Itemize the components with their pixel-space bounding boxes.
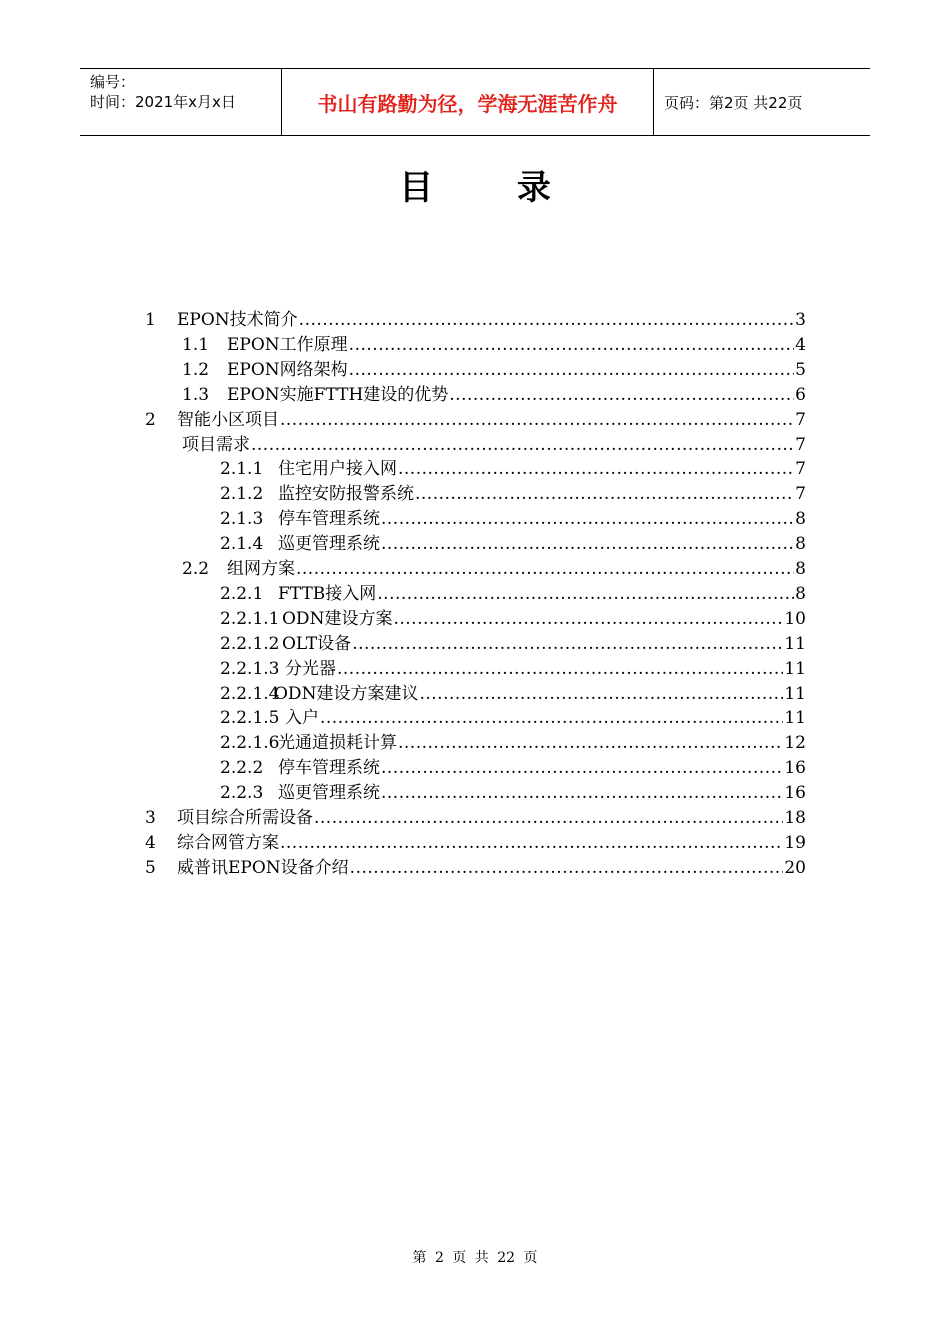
toc-entry[interactable] (182, 433, 806, 458)
toc-entry-title: 停车管理系统 (278, 758, 380, 779)
header-meta (80, 69, 282, 135)
toc-entry-title: OLT设备 (282, 633, 352, 654)
page-footer: 第 2 页 共 22 页 (412, 1250, 538, 1266)
toc-entry-title: EPON工作原理 (227, 334, 348, 355)
toc-entry-number: 1.2 (182, 359, 210, 380)
toc-entry[interactable] (220, 632, 806, 657)
toc-leader-dots (349, 358, 795, 383)
toc-leader-dots (381, 507, 794, 532)
toc-entry[interactable] (220, 706, 806, 731)
toc-entry-page: 10 (784, 608, 806, 629)
toc-entry-number: 2.2.1.5 (220, 708, 280, 729)
toc-entry-title: 组网方案 (227, 559, 295, 579)
toc-entry[interactable] (145, 806, 806, 831)
header-date: 时间：2021年x月x日 (90, 93, 236, 111)
header-page-info: 页码：第2页 共22页 (664, 93, 803, 112)
toc-entry[interactable] (145, 856, 806, 881)
toc-entry-number: 1.3 (182, 384, 210, 405)
toc-entry-number: 2.2.1.1 (220, 608, 280, 629)
toc-entry-number: 1.1 (182, 334, 210, 355)
toc-leader-dots (349, 333, 795, 358)
toc-entry-page: 11 (784, 633, 806, 654)
toc-entry-title: ODN建设方案建议 (274, 683, 419, 704)
toc-entry-page: 7 (795, 434, 806, 455)
toc-leader-dots (398, 731, 783, 756)
toc-entry-page: 19 (784, 832, 806, 853)
toc-entry-title: 项目需求 (182, 434, 250, 455)
toc-entry-title: 入户 (285, 708, 319, 729)
toc-entry-number: 2.2.1 (220, 583, 264, 604)
toc-entry-number: 2.2.1.6 (220, 733, 280, 754)
toc-entry-page: 11 (784, 658, 806, 679)
toc-entry-page: 3 (795, 310, 806, 330)
toc-entry-page: 16 (784, 783, 806, 804)
header-motto: 书山有路勤为径，学海无涯苦作舟 (317, 91, 618, 116)
toc-entry-number: 2.2 (182, 559, 210, 579)
toc-entry[interactable] (182, 557, 806, 582)
toc-leader-dots (377, 582, 794, 607)
toc-entry-page: 7 (795, 484, 806, 505)
toc-entry-title: 分光器 (285, 658, 336, 679)
toc-entry-title: EPON网络架构 (227, 359, 348, 380)
toc-entry[interactable] (220, 731, 806, 756)
toc-leader-dots (350, 856, 784, 881)
toc-entry[interactable] (182, 383, 806, 408)
toc-entry-page: 8 (795, 534, 806, 555)
toc-leader-dots (381, 781, 783, 806)
toc-entry-page: 11 (784, 683, 806, 704)
toc-entry-title: 项目综合所需设备 (177, 808, 313, 828)
toc-entry-number: 2 (145, 409, 156, 430)
toc-entry[interactable] (220, 582, 806, 607)
header-page-cell (654, 69, 870, 135)
toc-leader-dots (280, 831, 783, 856)
toc-entry-number: 2.1.2 (220, 484, 264, 505)
toc-entry-title: 巡更管理系统 (278, 783, 380, 804)
toc-entry-page: 4 (795, 334, 806, 355)
toc-entry-number: 2.1.4 (220, 534, 264, 555)
toc-entry-number: 5 (145, 857, 156, 878)
toc-entry-number: 1 (145, 310, 156, 330)
toc-entry-number: 4 (145, 832, 156, 853)
toc-entry-title: 巡更管理系统 (278, 534, 380, 555)
toc-leader-dots (314, 806, 783, 831)
toc-entry-page: 16 (784, 758, 806, 779)
toc-leader-dots (449, 383, 794, 408)
toc-entry-title: EPON实施FTTH建设的优势 (227, 384, 449, 405)
toc-entry-number: 2.2.1.3 (220, 658, 280, 679)
toc-leader-dots (280, 408, 794, 433)
page-title: 目 录 (399, 168, 587, 208)
header-number-label: 编号： (90, 73, 136, 91)
toc-entry[interactable] (220, 657, 806, 682)
toc-entry-page: 18 (784, 808, 806, 828)
toc-entry-number: 2.1.1 (220, 459, 264, 480)
toc-leader-dots (352, 632, 783, 657)
toc-entry-title: 威普讯EPON设备介绍 (177, 857, 349, 878)
toc-entry[interactable] (145, 408, 806, 433)
toc-entry-page: 5 (795, 359, 806, 380)
toc-entry-number: 2.2.1.4 (220, 683, 280, 704)
toc-entry-page: 8 (795, 583, 806, 604)
toc-leader-dots (381, 756, 783, 781)
toc-leader-dots (381, 532, 794, 557)
toc-leader-dots (299, 308, 795, 333)
toc-entry-title: 智能小区项目 (177, 409, 279, 430)
toc-leader-dots (398, 457, 794, 482)
toc-leader-dots (296, 557, 794, 582)
toc-leader-dots (251, 433, 794, 458)
toc-entry[interactable] (220, 507, 806, 532)
toc-leader-dots (320, 706, 783, 731)
toc-entry-page: 8 (795, 509, 806, 530)
toc-entry-title: 住宅用户接入网 (278, 459, 397, 480)
toc-entry[interactable] (220, 781, 806, 806)
toc-entry[interactable] (220, 607, 806, 632)
toc-entry-title: 监控安防报警系统 (278, 484, 414, 505)
toc-entry-title: FTTB接入网 (278, 583, 377, 604)
toc-entry-page: 6 (795, 384, 806, 405)
page-header (80, 68, 870, 136)
toc-entry[interactable] (182, 358, 806, 383)
toc-entry-number: 2.2.1.2 (220, 633, 280, 654)
toc-entry-page: 7 (795, 459, 806, 480)
toc-entry-title: ODN建设方案 (282, 608, 393, 629)
toc-entry[interactable] (182, 333, 806, 358)
toc-entry-page: 11 (784, 708, 806, 729)
header-motto-cell (282, 69, 654, 135)
toc-entry-number: 2.2.2 (220, 758, 264, 779)
toc-entry-number: 3 (145, 808, 156, 828)
toc-entry-number: 2.1.3 (220, 509, 264, 530)
toc-leader-dots (337, 657, 783, 682)
toc-entry-page: 20 (784, 857, 806, 878)
toc-entry-title: 光通道损耗计算 (278, 733, 397, 754)
toc-leader-dots (419, 682, 783, 707)
toc-entry-page: 12 (784, 733, 806, 754)
toc-entry[interactable] (145, 831, 806, 856)
toc-entry[interactable] (220, 532, 806, 557)
toc-leader-dots (415, 482, 794, 507)
toc-entry-title: 停车管理系统 (278, 509, 380, 530)
toc-entry[interactable] (220, 756, 806, 781)
toc-entry-title: 综合网管方案 (177, 832, 279, 853)
toc-entry[interactable] (145, 308, 806, 333)
toc-entry[interactable] (220, 457, 806, 482)
toc-entry-page: 7 (795, 409, 806, 430)
toc-leader-dots (393, 607, 783, 632)
toc-entry-page: 8 (795, 559, 806, 579)
toc-entry-title: EPON技术简介 (177, 310, 298, 330)
toc-entry[interactable] (220, 682, 806, 707)
toc-entry[interactable] (220, 482, 806, 507)
toc-entry-number: 2.2.3 (220, 783, 264, 804)
